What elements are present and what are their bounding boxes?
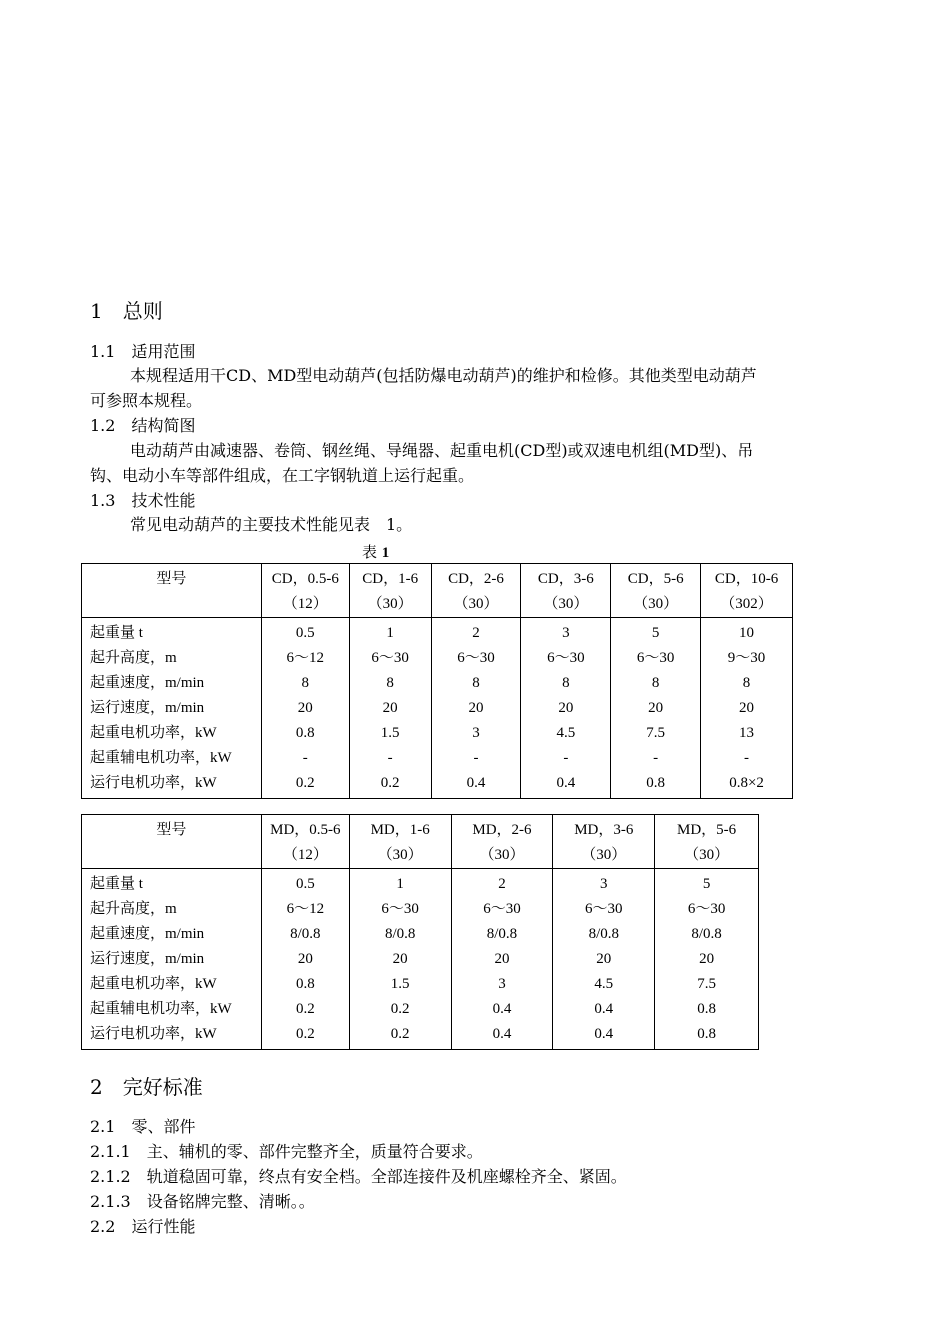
value-cell: 0.2 xyxy=(295,775,315,791)
item-2-1-2: 2.1.2 轨道稳固可靠，终点有安全档。全部连接件及机座螺栓齐全、紧固。 xyxy=(90,1167,627,1186)
model-header-cell xyxy=(611,564,701,618)
value-cell: 6～30 xyxy=(371,650,409,666)
value-cell: 6～30 xyxy=(585,901,623,917)
value-cell: 3 xyxy=(498,976,506,992)
row-label: 起重量 t xyxy=(90,625,143,641)
row-label: 起升高度，m xyxy=(90,901,177,917)
value-cell: - xyxy=(653,750,659,766)
subsection-1-1: 1.1 适用范围 xyxy=(90,342,196,361)
value-cell: 10 xyxy=(739,625,755,641)
value-cell: 3 xyxy=(472,725,480,741)
value-cell: 2 xyxy=(472,625,480,641)
model-spec: （30） xyxy=(479,847,525,863)
value-cell: 8/0.8 xyxy=(486,926,518,942)
row-label: 起重电机功率，kW xyxy=(90,976,217,992)
model-header-cell xyxy=(349,564,431,618)
value-column-cell xyxy=(261,618,349,799)
value-cell: 8 xyxy=(301,675,310,691)
model-spec: （30） xyxy=(684,847,730,863)
value-column-cell xyxy=(349,618,431,799)
value-column-cell xyxy=(521,618,611,799)
header-label-cell xyxy=(82,815,262,869)
value-cell: 0.4 xyxy=(466,775,486,791)
value-cell: 8/0.8 xyxy=(691,926,722,942)
row-label: 起升高度，m xyxy=(90,650,177,666)
value-cell: - xyxy=(744,750,750,766)
value-cell: - xyxy=(302,750,308,766)
model-name: CD，1-6 xyxy=(362,571,419,587)
value-cell: 8 xyxy=(651,675,660,691)
model-name: CD，3-6 xyxy=(537,571,594,587)
value-cell: 0.2 xyxy=(390,1001,410,1017)
model-spec: （30） xyxy=(453,596,499,612)
model-header-cell xyxy=(261,564,349,618)
value-column-cell xyxy=(261,869,349,1050)
model-spec: （12） xyxy=(282,847,328,863)
section-1-title: 1 总则 xyxy=(90,299,163,323)
table-caption xyxy=(362,541,389,562)
model-header-cell xyxy=(261,815,349,869)
value-cell: 0.4 xyxy=(594,1001,614,1017)
paragraph-1-1-line2: 可参照本规程。 xyxy=(90,391,203,410)
model-name: MD，5-6 xyxy=(677,822,737,838)
value-cell: 1 xyxy=(386,625,394,641)
value-cell: 6～30 xyxy=(687,901,726,917)
row-label: 起重量 t xyxy=(90,876,143,892)
table-header-row xyxy=(82,564,793,618)
value-cell: 0.8 xyxy=(697,1026,716,1042)
value-cell: 0.4 xyxy=(492,1001,512,1017)
value-cell: - xyxy=(563,750,569,766)
value-cell: 6～12 xyxy=(286,901,325,917)
cd-spec-table xyxy=(81,563,793,799)
value-cell: 20 xyxy=(739,700,755,716)
value-cell: 20 xyxy=(468,700,484,716)
paragraph-1-2-line2: 钩、电动小车等部件组成，在工字钢轨道上运行起重。 xyxy=(90,466,475,485)
table-body-row xyxy=(82,869,759,1050)
model-header-cell xyxy=(451,815,553,869)
value-cell: 8 xyxy=(472,675,480,691)
value-cell: 0.4 xyxy=(556,775,576,791)
value-cell: 3 xyxy=(562,625,570,641)
model-header-cell xyxy=(701,564,793,618)
row-label: 运行电机功率，kW xyxy=(90,775,217,791)
header-label-cell xyxy=(82,564,262,618)
value-cell: 8/0.8 xyxy=(588,926,619,942)
value-cell: 6～30 xyxy=(483,901,521,917)
value-cell: 8 xyxy=(562,675,570,691)
value-column-cell xyxy=(553,869,655,1050)
model-name: CD，0.5-6 xyxy=(271,571,339,587)
model-header-cell xyxy=(431,564,521,618)
value-cell: 0.2 xyxy=(390,1026,410,1042)
model-name: MD，2-6 xyxy=(472,822,532,838)
value-cell: 0.8 xyxy=(697,1001,716,1017)
header-label: 型号 xyxy=(156,571,187,587)
value-cell: 6～30 xyxy=(547,650,585,666)
value-cell: 7.5 xyxy=(697,976,716,992)
section-2-title: 2 完好标准 xyxy=(90,1075,203,1099)
table-caption-label: 表 xyxy=(362,543,378,561)
value-column-cell xyxy=(349,869,451,1050)
value-cell: 0.2 xyxy=(380,775,400,791)
model-spec: （30） xyxy=(367,596,413,612)
value-cell: 7.5 xyxy=(646,725,666,741)
value-cell: 0.8 xyxy=(295,725,315,741)
subsection-2-1: 2.1 零、部件 xyxy=(90,1117,196,1136)
item-2-1-1: 2.1.1 主、辅机的零、部件完整齐全，质量符合要求。 xyxy=(90,1142,483,1161)
table-header-row xyxy=(82,815,759,869)
model-spec: （30） xyxy=(633,596,679,612)
value-cell: 4.5 xyxy=(594,976,614,992)
value-cell: 20 xyxy=(297,951,313,967)
value-cell: 20 xyxy=(382,700,398,716)
model-spec: （30） xyxy=(543,596,589,612)
value-cell: 20 xyxy=(558,700,574,716)
subsection-1-3: 1.3 技术性能 xyxy=(90,491,196,510)
paragraph-1-3-line1: 常见电动葫芦的主要技术性能见表 1。 xyxy=(130,515,413,534)
value-cell: 0.5 xyxy=(295,625,315,641)
value-cell: 5 xyxy=(651,625,660,641)
model-name: MD，3-6 xyxy=(574,822,634,838)
value-cell: 2 xyxy=(498,876,506,892)
model-header-cell xyxy=(521,564,611,618)
value-cell: 5 xyxy=(702,876,711,892)
value-cell: 0.8 xyxy=(646,775,666,791)
value-cell: 0.5 xyxy=(295,876,315,892)
value-cell: 20 xyxy=(648,700,664,716)
value-cell: 6～12 xyxy=(286,650,325,666)
value-cell: 4.5 xyxy=(556,725,576,741)
model-spec: （302） xyxy=(720,596,773,612)
value-cell: 8/0.8 xyxy=(290,926,321,942)
model-name: CD，2-6 xyxy=(448,571,504,587)
table-body-row xyxy=(82,618,793,799)
value-cell: 8 xyxy=(742,675,751,691)
value-cell: 0.8×2 xyxy=(729,775,764,791)
value-cell: 13 xyxy=(739,725,755,741)
subsection-2-2: 2.2 运行性能 xyxy=(90,1217,196,1236)
value-cell: 0.8 xyxy=(295,976,315,992)
value-cell: 6～30 xyxy=(381,901,419,917)
row-label: 运行速度，m/min xyxy=(90,700,205,716)
value-cell: 6～30 xyxy=(636,650,675,666)
row-label: 起重辅电机功率，kW xyxy=(90,750,232,766)
subsection-1-2: 1.2 结构简图 xyxy=(90,416,196,435)
value-column-cell xyxy=(701,618,793,799)
value-cell: 9～30 xyxy=(727,650,766,666)
value-cell: 0.2 xyxy=(295,1001,315,1017)
value-column-cell xyxy=(611,618,701,799)
value-cell: 1.5 xyxy=(390,976,410,992)
value-cell: 20 xyxy=(494,951,510,967)
value-column-cell xyxy=(431,618,521,799)
model-header-cell xyxy=(655,815,759,869)
item-2-1-3: 2.1.3 设备铭牌完整、清晰。。 xyxy=(90,1192,315,1211)
table-caption-number: 1 xyxy=(381,545,390,561)
value-cell: 8 xyxy=(386,675,394,691)
value-cell: 20 xyxy=(392,951,408,967)
row-labels-cell xyxy=(82,618,262,799)
md-spec-table xyxy=(81,814,759,1050)
model-name: CD，5-6 xyxy=(627,571,684,587)
row-label: 起重速度，m/min xyxy=(90,926,205,942)
model-spec: （30） xyxy=(377,847,423,863)
value-cell: 20 xyxy=(596,951,612,967)
paragraph-1-2-line1: 电动葫芦由减速器、卷筒、钢丝绳、导绳器、起重电机(CD型)或双速电机组(MD型)、吊 xyxy=(130,441,754,460)
value-cell: - xyxy=(387,750,393,766)
row-label: 运行速度，m/min xyxy=(90,951,205,967)
value-column-cell xyxy=(451,869,553,1050)
row-label: 起重速度，m/min xyxy=(90,675,205,691)
value-cell: 8/0.8 xyxy=(384,926,416,942)
value-cell: 0.2 xyxy=(295,1026,315,1042)
value-cell: 20 xyxy=(699,951,715,967)
value-column-cell xyxy=(655,869,759,1050)
value-cell: 6～30 xyxy=(457,650,495,666)
value-cell: 1.5 xyxy=(380,725,400,741)
model-header-cell xyxy=(553,815,655,869)
row-label: 起重辅电机功率，kW xyxy=(90,1001,232,1017)
value-cell: 0.4 xyxy=(492,1026,512,1042)
paragraph-1-1-line1: 本规程适用干CD、MD型电动葫芦(包括防爆电动葫芦)的维护和检修。其他类型电动葫芦 xyxy=(130,366,757,385)
model-name: CD，10-6 xyxy=(714,571,779,587)
value-cell: - xyxy=(473,750,479,766)
header-label: 型号 xyxy=(156,822,187,838)
value-cell: 0.4 xyxy=(594,1026,614,1042)
row-label: 运行电机功率，kW xyxy=(90,1026,217,1042)
model-name: MD，0.5-6 xyxy=(270,822,341,838)
model-spec: （12） xyxy=(282,596,328,612)
value-cell: 1 xyxy=(396,876,404,892)
row-label: 起重电机功率，kW xyxy=(90,725,217,741)
value-cell: 20 xyxy=(297,700,313,716)
model-spec: （30） xyxy=(581,847,627,863)
value-cell: 3 xyxy=(600,876,608,892)
model-name: MD，1-6 xyxy=(370,822,430,838)
row-labels-cell xyxy=(82,869,262,1050)
model-header-cell xyxy=(349,815,451,869)
